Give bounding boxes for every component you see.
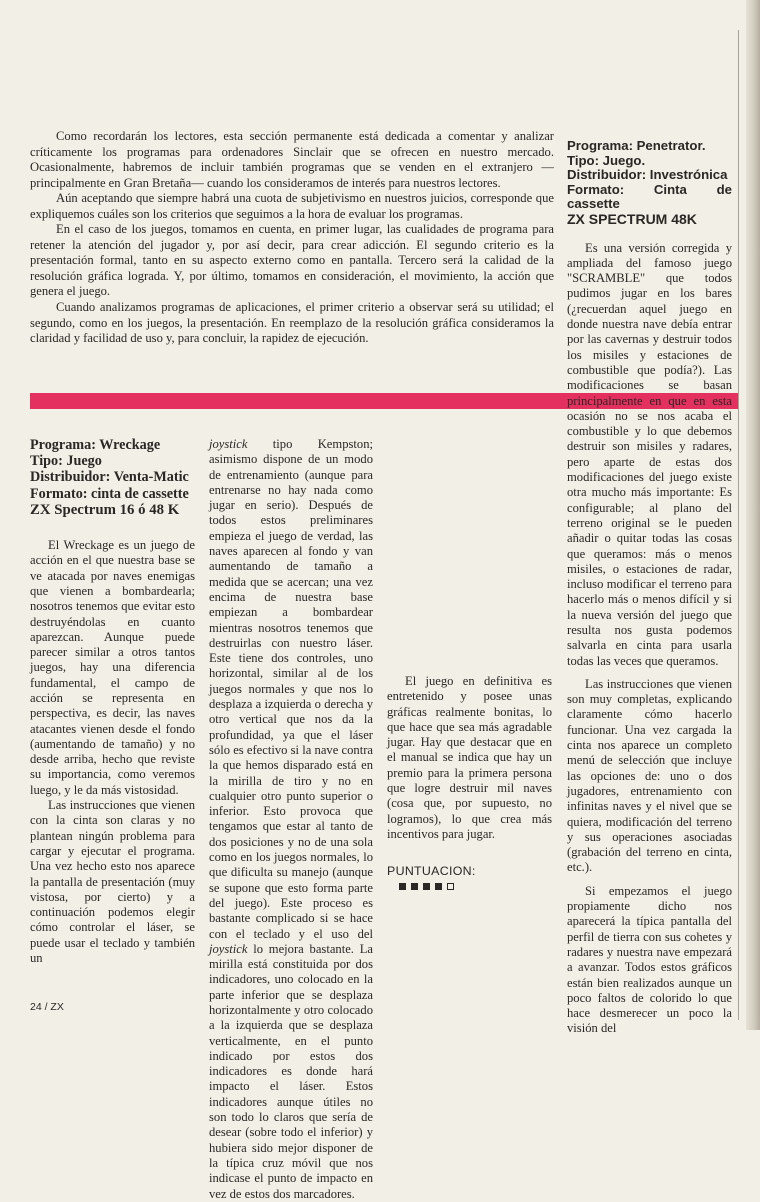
review-paragraph <box>209 437 373 1201</box>
review-paragraph: Es una versión corregida y ampliada del famoso juego "SCRAMBLE" que todos pudimos jugar en los bares (¿recuerdan aquel juego en donde nuestra nave debía entrar por las cavernas y destruir todos los misiles y estaciones de combustible que podía?). Las modificaciones se basan principalmente en que en esta ocasión no se nos acaba el combustible y lo que debemos destruir son misiles y radares, pero aparte de estas dos modificaciones del juego existe otra mucho más importante: Es configurable; al plano del terreno original se le pueden añadir o quitar todas las cosas que queramos: más o menos misiles, o estaciones de radar, incluso modificar el terreno para hacerlo más o menos difícil y si la nueva versión del juego que resulta nos gusta podemos salvarla en cinta para usarla todas las veces que queramos. <box>567 240 732 668</box>
program-type: Tipo: Juego. <box>567 152 646 168</box>
review-paragraph: El juego en definitiva es entretenido y posee unas gráficas realmente bonitas, lo que hace que sea más agradable jugar. Hay que destacar que en el manual se indica que hay un premio para la primera persona que logre destruir mil naves (cosa que, por supuesto, no logramos), lo que crea más incentivos para jugar. <box>387 674 552 841</box>
program-distributor: Distribuidor: Investrónica <box>567 167 728 183</box>
program-type: Tipo: Juego <box>30 453 102 470</box>
page-folio: 24 / ZX <box>30 1001 64 1013</box>
review-paragraph: Si empezamos el juego propiamente dicho nos aparecerá la típica pantalla del perfil de tierra con sus cohetes y radares y nuestra nave empezará a avanzar. Todos estos gráficos están bien realizados aunque un poco faltos de colorido lo que hace desmerecer un poco la visión del <box>567 883 732 1036</box>
program-machine: ZX SPECTRUM 48K <box>567 210 697 227</box>
rating-label: PUNTUACION: <box>387 864 476 879</box>
joystick-term: joystick <box>209 437 248 451</box>
rating-square-empty <box>447 883 454 890</box>
review-header <box>30 437 195 518</box>
review-paragraph <box>30 798 195 1098</box>
rating-square-filled <box>411 883 418 890</box>
intro-paragraph: Aún aceptando que siempre habrá una cuota de subjetivismo en nuestros juicios, corresponde que expliquemos cuáles son los criterios que seguimos a la hora de evaluar los programas. <box>30 191 554 221</box>
review-penetrator-column <box>567 138 732 1036</box>
program-distributor: Distribuidor: Venta-Matic <box>30 469 189 486</box>
program-format: Formato: Cinta de cassette <box>567 181 732 212</box>
review-header <box>567 139 732 227</box>
rating-square-filled <box>435 883 442 890</box>
joystick-term: joystick <box>209 941 248 956</box>
rating-squares <box>387 883 552 890</box>
rating-square-filled <box>423 883 430 890</box>
review-wreckage-column-2 <box>209 437 373 1201</box>
intro-paragraph: En el caso de los juegos, tomamos en cuenta, en primer lugar, las cualidades de programa para retener la atención del jugador y, por así decir, para crear adicción. El segundo criterio es la presentación formal, tanto en su aspecto externo como en pantalla. Tercero será la calidad de la resolución gráfica lograda. Y, por último, tomamos en consideración, el movimiento, la acción que genera el juego. <box>30 222 554 299</box>
review-wreckage-column-1 <box>30 437 195 1098</box>
review-paragraph: Las instrucciones que vienen son muy completas, explicando claramente cómo hacerlo funcionar. Una vez cargada la cinta nos aparece un completo menú de selección que incluye las opciones de: uno o dos jugadores, entrenamiento con infinitas naves y el nivel que se quiera, modificación del terreno y sus operaciones asociadas (grabación del terreno en cinta, etc.). <box>567 676 732 875</box>
rating-square-filled <box>399 883 406 890</box>
review-paragraph: El Wreckage es un juego de acción en el que nuestra base se ve atacada por naves enemigas que vienen a bombardearla; nosotros tenemos que evitar esto destruyéndolas en cuanto aparezcan. Aunque puede parecer similar a otros tantos juegos, hay una diferencia fundamental, el campo de acción se representa en perspectiva, es decir, las naves atacantes vienen desde el fondo (aumentando de tamaño) y no desde arriba, hecho que reviste su importancia, como veremos luego, y le da más vistosidad. <box>30 538 195 797</box>
review-text: Las instrucciones que vienen con la cinta son claras y no plantean ningún problema para cargar y ejecutar el programa. Una vez hecho esto nos aparece la pantalla de presentación (muy vistosa, por cierto) y a continuación podemos elegir cómo controlar el láser, se puede usar el teclado y también un <box>30 798 195 966</box>
review-wreckage-column-3 <box>387 437 552 890</box>
program-name: Programa: Penetrator. <box>567 138 706 153</box>
rating-block <box>387 864 552 889</box>
program-name: Programa: Wreckage <box>30 437 161 453</box>
adjacent-page-edge <box>746 0 760 1030</box>
review-text: lo mejora bastante. La mirilla está constituida por dos indicadores, uno colocado en la parte inferior que se desplaza horizontalmente y otro colocado a la izquierda que se desplaza verticalmente, en el punto indicado por estos dos indicadores es donde hará impacto el láser. Estos indicadores aunque útiles no son todo lo claros que sería de desear (sobre todo el inferior) y hubiera sido mejor disponer de la típica cruz móvil que nos indicase el punto de impacto en vez de estos dos marcadores. <box>209 941 373 1201</box>
program-machine: ZX Spectrum 16 ó 48 K <box>30 501 180 518</box>
intro-section <box>30 129 554 347</box>
page-gutter-line <box>738 30 739 1020</box>
review-text: tipo Kempston; asimismo dispone de un modo de entrenamiento (aunque para entrenarse no hay nada como jugar en serio). Después de todos estos preliminares empieza el juego de verdad, las naves aparecen al fondo y van aumentando de tamaño a medida que se acercan; una vez encima de nuestra base empiezan a bombardear mientras nosotros tenemos que destruirlas con nuestro láser. Este tiene dos controles, uno horizontal, similar al de los juegos normales y que nos lo desplaza a izquierda o derecha y otro vertical que nos da la profundidad, ya que el láser sólo es efectivo si la nave contra la que hemos disparado está en la mirilla de tiro y no en cualquier otro punto superior o inferior. Esto provoca que tengamos que estar al tanto de dos posiciones y no de una sola como en los juegos normales, lo que dificulta su manejo (aunque se supone que esto forma parte del juego). Este proceso es bastante complicado si se hace con el teclado y el uso del <box>209 437 373 941</box>
program-format: Formato: cinta de cassette <box>30 485 189 502</box>
intro-paragraph: Cuando analizamos programas de aplicaciones, el primer criterio a observar será su utilidad; el segundo, como en los juegos, la presentación. En reemplazo de la resolución gráfica consideramos la claridad y facilidad de uso y, para concluir, la rapidez de ejecución. <box>30 300 554 346</box>
intro-paragraph: Como recordarán los lectores, esta sección permanente está dedicada a comentar y analizar críticamente los programas para ordenadores Sinclair que se ofrecen en nuestro mercado. Ocasionalmente, habremos de incluir también programas que se venden en el extranjero —principalmente en Gran Bretaña— cuando los consideramos de interés para nuestros lectores. <box>30 129 554 190</box>
